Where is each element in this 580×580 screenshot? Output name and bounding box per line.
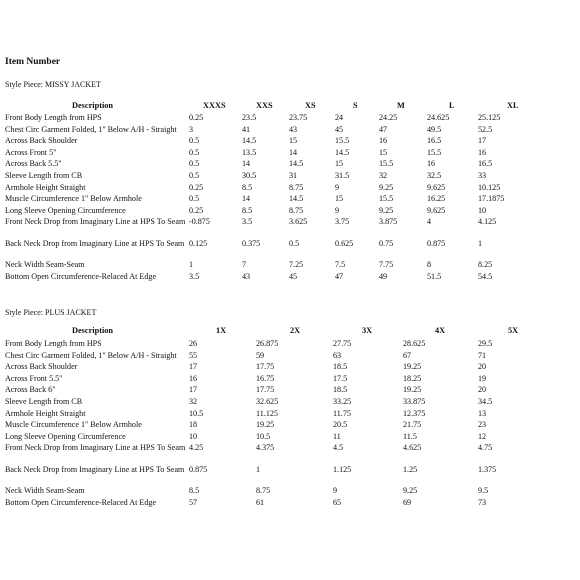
cell-m: 49 (379, 272, 388, 281)
cell-xxxs: 1 (189, 260, 194, 270)
cell-xxs: 43 (242, 272, 251, 281)
cell-3x: 4.5 (333, 443, 344, 453)
cell-4x: 4.625 (403, 443, 422, 453)
size-header-l: L (449, 101, 455, 110)
cell-4x: 33.875 (403, 397, 426, 406)
cell-3x: 1.125 (333, 464, 352, 474)
cell-s: 9 (335, 205, 340, 215)
cell-l: 16 (427, 159, 436, 169)
cell-4x: 9.25 (403, 486, 418, 496)
cell-l: 24.625 (427, 113, 450, 122)
cell-5x: 23 (478, 420, 487, 430)
cell-3x: 11.75 (333, 408, 351, 418)
cell-xxxs: 0.5 (189, 136, 200, 146)
cell-s: 24 (335, 113, 344, 122)
cell-m: 7.75 (379, 260, 394, 270)
row-description: Front Body Length from HPS (5, 339, 102, 348)
cell-xxs: 14.5 (242, 136, 257, 146)
cell-1x: 26 (189, 339, 198, 348)
cell-xxxs: 3.5 (189, 272, 200, 281)
cell-1x: 0.875 (189, 464, 208, 474)
cell-s: 0.625 (335, 238, 354, 248)
cell-m: 0.75 (379, 238, 394, 248)
cell-s: 9 (335, 182, 340, 192)
cell-m: 15 (379, 147, 388, 157)
cell-xxs: 14 (242, 194, 251, 204)
row-description: Muscle Circumference 1" Below Armhole (5, 420, 142, 430)
cell-4x: 28.625 (403, 339, 426, 348)
cell-xs: 0.5 (289, 238, 300, 248)
cell-4x: 19.25 (403, 362, 422, 372)
cell-xl: 8.25 (478, 260, 493, 270)
cell-5x: 73 (478, 498, 487, 507)
size-header-xxxs: XXXS (203, 101, 226, 110)
cell-m: 9.25 (379, 205, 394, 215)
row-description: Front Body Length from HPS (5, 113, 102, 122)
row-description: Sleeve Length from CB (5, 171, 83, 180)
cell-4x: 11.5 (403, 431, 417, 441)
cell-xs: 31 (289, 171, 298, 180)
cell-2x: 59 (256, 350, 265, 360)
cell-3x: 33.25 (333, 397, 352, 406)
cell-xxxs: 0.5 (189, 147, 200, 157)
row-description: Back Neck Drop from Imaginary Line at HPS To Seam (5, 464, 185, 474)
cell-1x: 17 (189, 362, 198, 372)
cell-m: 9.25 (379, 182, 394, 192)
cell-xxs: 3.5 (242, 217, 253, 227)
row-description: Neck Width Seam-Seam (5, 260, 85, 270)
row-description: Across Front 5" (5, 147, 57, 157)
cell-5x: 20 (478, 385, 487, 395)
cell-xl: 33 (478, 171, 487, 180)
cell-3x: 18.5 (333, 362, 348, 372)
cell-3x: 11 (333, 431, 341, 441)
cell-5x: 1.375 (478, 464, 497, 474)
cell-l: 4 (427, 217, 432, 227)
row-description: Neck Width Seam-Seam (5, 486, 85, 496)
cell-3x: 63 (333, 350, 342, 360)
row-description: Across Back 6" (5, 385, 56, 395)
cell-m: 15.5 (379, 159, 394, 169)
cell-xxxs: 0.5 (189, 194, 200, 204)
cell-m: 15.5 (379, 194, 394, 204)
cell-xl: 1 (478, 238, 483, 248)
cell-1x: 10.5 (189, 408, 204, 418)
cell-5x: 20 (478, 362, 487, 372)
cell-2x: 16.75 (256, 373, 275, 383)
row-description: Muscle Circumference 1" Below Armhole (5, 194, 142, 204)
cell-1x: 4.25 (189, 443, 204, 453)
row-description: Across Back Shoulder (5, 136, 78, 146)
description-header: Description (72, 326, 114, 335)
size-header-3x: 3X (362, 326, 373, 335)
cell-xl: 4.125 (478, 217, 497, 227)
cell-xxs: 41 (242, 124, 251, 134)
cell-xxxs: 0.5 (189, 171, 200, 180)
row-description: Bottom Open Circumference-Relaced At Edge (5, 498, 157, 507)
cell-xxxs: -0.875 (189, 217, 210, 227)
cell-1x: 57 (189, 498, 198, 507)
cell-xxs: 13.5 (242, 147, 257, 157)
cell-2x: 32.625 (256, 397, 279, 406)
cell-l: 49.5 (427, 124, 442, 134)
cell-xxs: 8.5 (242, 182, 253, 192)
cell-l: 32.5 (427, 171, 442, 180)
cell-5x: 71 (478, 350, 487, 360)
cell-s: 15 (335, 159, 344, 169)
cell-s: 45 (335, 124, 344, 134)
cell-2x: 11.125 (256, 408, 278, 418)
cell-xxs: 8.5 (242, 205, 253, 215)
cell-1x: 8.5 (189, 486, 200, 496)
cell-5x: 12 (478, 431, 487, 441)
cell-xxxs: 0.25 (189, 205, 204, 215)
size-header-xs: XS (305, 101, 316, 110)
cell-xs: 3.625 (289, 217, 308, 227)
row-description: Back Neck Drop from Imaginary Line at HPS To Seam (5, 238, 185, 248)
cell-m: 24.25 (379, 113, 398, 122)
cell-4x: 1.25 (403, 464, 418, 474)
cell-1x: 32 (189, 397, 198, 406)
cell-xxs: 23.5 (242, 113, 257, 122)
description-header: Description (72, 101, 114, 110)
cell-l: 15.5 (427, 147, 442, 157)
row-description: Chest Circ Garment Folded, 1" Below A/H - Straight (5, 350, 177, 360)
cell-s: 3.75 (335, 217, 350, 227)
cell-xxxs: 3 (189, 124, 194, 134)
cell-3x: 18.5 (333, 385, 348, 395)
cell-2x: 26.875 (256, 339, 279, 348)
cell-5x: 9.5 (478, 486, 489, 496)
style-piece-label: Style Piece: MISSY JACKET (5, 80, 101, 89)
cell-4x: 18.25 (403, 373, 422, 383)
cell-xs: 45 (289, 272, 298, 281)
cell-l: 9.625 (427, 182, 446, 192)
cell-4x: 12.375 (403, 408, 426, 418)
cell-xl: 25.125 (478, 113, 501, 122)
size-header-xxs: XXS (256, 101, 273, 110)
cell-s: 7.5 (335, 260, 346, 270)
cell-m: 3.875 (379, 217, 398, 227)
row-description: Across Back 5.5" (5, 159, 62, 169)
cell-1x: 10 (189, 431, 198, 441)
cell-2x: 10.5 (256, 431, 271, 441)
cell-xl: 10.125 (478, 182, 501, 192)
cell-xxs: 7 (242, 260, 247, 270)
cell-2x: 1 (256, 464, 261, 474)
row-description: Bottom Open Circumference-Relaced At Edge (5, 272, 157, 281)
cell-l: 9.625 (427, 205, 446, 215)
cell-xxxs: 0.125 (189, 238, 208, 248)
cell-s: 47 (335, 272, 344, 281)
cell-xs: 15 (289, 136, 298, 146)
row-description: Long Sleeve Opening Circumference (5, 205, 126, 215)
cell-4x: 19.25 (403, 385, 422, 395)
cell-2x: 19.25 (256, 420, 275, 430)
style-piece-label: Style Piece: PLUS JACKET (5, 308, 97, 317)
cell-xl: 10 (478, 205, 487, 215)
cell-2x: 17.75 (256, 385, 275, 395)
cell-1x: 17 (189, 385, 198, 395)
row-description: Chest Circ Garment Folded, 1" Below A/H - Straight (5, 124, 177, 134)
cell-3x: 27.75 (333, 339, 352, 348)
cell-1x: 16 (189, 373, 198, 383)
row-description: Sleeve Length from CB (5, 397, 83, 406)
cell-s: 15 (335, 194, 344, 204)
cell-l: 8 (427, 260, 432, 270)
cell-m: 47 (379, 124, 388, 134)
cell-xl: 17.1875 (478, 194, 505, 204)
cell-xs: 8.75 (289, 205, 304, 215)
cell-xs: 7.25 (289, 260, 304, 270)
cell-5x: 19 (478, 373, 487, 383)
cell-xs: 14 (289, 147, 298, 157)
row-description: Armhole Height Straight (5, 408, 86, 418)
size-header-s: S (353, 101, 358, 110)
item-number-heading: Item Number (5, 57, 61, 67)
cell-xxxs: 0.25 (189, 182, 204, 192)
cell-5x: 29.5 (478, 339, 493, 348)
cell-xl: 16.5 (478, 159, 493, 169)
size-header-2x: 2X (290, 326, 301, 335)
cell-3x: 20.5 (333, 420, 348, 430)
cell-xs: 14.5 (289, 194, 304, 204)
cell-xs: 23.75 (289, 113, 308, 122)
cell-l: 16.25 (427, 194, 446, 204)
cell-4x: 69 (403, 498, 412, 507)
cell-s: 15.5 (335, 136, 350, 146)
size-header-4x: 4X (435, 326, 446, 335)
cell-xxs: 0.375 (242, 238, 261, 248)
cell-2x: 8.75 (256, 486, 271, 496)
size-header-m: M (397, 101, 405, 110)
cell-l: 51.5 (427, 272, 442, 281)
cell-m: 16 (379, 136, 388, 146)
cell-xxs: 30.5 (242, 171, 257, 180)
row-description: Front Neck Drop from Imaginary Line at HPS To Seam (5, 443, 186, 453)
size-header-1x: 1X (216, 326, 227, 335)
cell-s: 31.5 (335, 171, 350, 180)
cell-3x: 65 (333, 498, 342, 507)
cell-4x: 21.75 (403, 420, 422, 430)
size-header-5x: 5X (508, 326, 519, 335)
cell-1x: 55 (189, 350, 198, 360)
cell-l: 0.875 (427, 238, 446, 248)
cell-s: 14.5 (335, 147, 350, 157)
size-header-xl: XL (507, 101, 519, 110)
row-description: Front Neck Drop from Imaginary Line at HPS To Seam (5, 217, 186, 227)
cell-5x: 34.5 (478, 397, 493, 406)
cell-2x: 17.75 (256, 362, 275, 372)
cell-2x: 61 (256, 498, 265, 507)
cell-xl: 54.5 (478, 272, 493, 281)
cell-xs: 14.5 (289, 159, 304, 169)
cell-1x: 18 (189, 420, 198, 430)
cell-3x: 9 (333, 486, 338, 496)
cell-4x: 67 (403, 350, 412, 360)
cell-xl: 16 (478, 147, 487, 157)
cell-5x: 13 (478, 408, 487, 418)
cell-xxxs: 0.25 (189, 113, 204, 122)
row-description: Armhole Height Straight (5, 182, 86, 192)
cell-2x: 4.375 (256, 443, 275, 453)
row-description: Across Front 5.5" (5, 373, 63, 383)
cell-l: 16.5 (427, 136, 442, 146)
cell-xxxs: 0.5 (189, 159, 200, 169)
cell-5x: 4.75 (478, 443, 493, 453)
cell-xxs: 14 (242, 159, 251, 169)
row-description: Long Sleeve Opening Circumference (5, 431, 126, 441)
cell-xs: 43 (289, 124, 298, 134)
cell-xl: 52.5 (478, 124, 493, 134)
cell-3x: 17.5 (333, 373, 348, 383)
row-description: Across Back Shoulder (5, 362, 78, 372)
cell-xl: 17 (478, 136, 487, 146)
cell-m: 32 (379, 171, 388, 180)
cell-xs: 8.75 (289, 182, 304, 192)
